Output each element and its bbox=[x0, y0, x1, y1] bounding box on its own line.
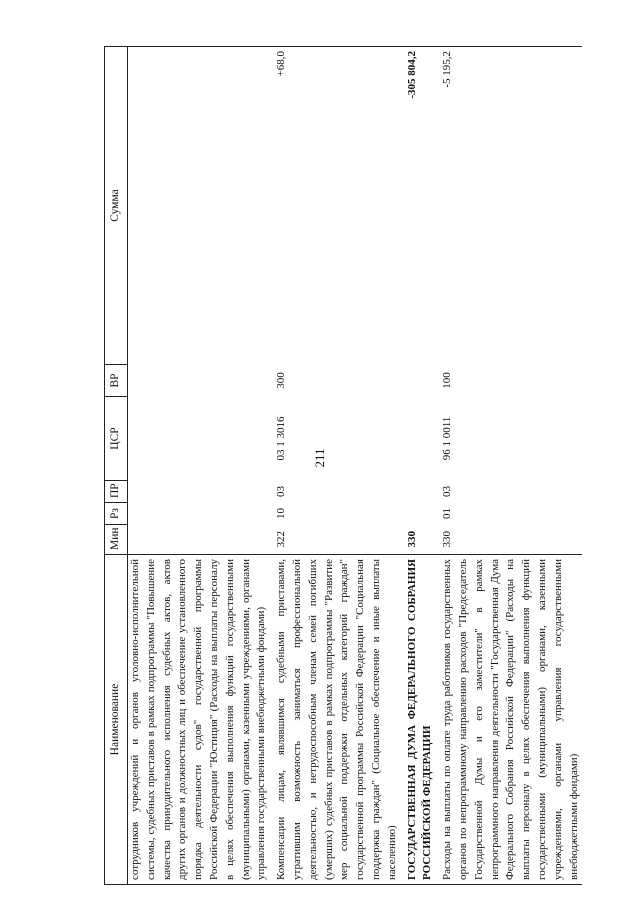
header-pr: ПР bbox=[105, 481, 128, 503]
row-sum: -305 804,2 bbox=[405, 47, 437, 365]
row-pr: 03 bbox=[441, 486, 454, 497]
row-sum: -5 195,2 bbox=[440, 47, 582, 365]
header-sum: Сумма bbox=[105, 47, 128, 365]
row-rz bbox=[128, 503, 271, 525]
row-name: сотрудников учреждений и органов уголовно-исполнительной системы, судебных приставов в рамках подпрограммы "Повышение качества принудительного исполнения судебных актов, актов других органов и должностных лиц и обеспечение установленного порядка деятельности судов" государственной программы Российской Федерации "Юстиция" (Расходы на выплаты персоналу в целях обеспечения выполнения функций государственными (муниципальными) органами, казенными учреждениями, органами управления государственными внебюджетными фондами) bbox=[128, 555, 271, 885]
row-rz: 01 bbox=[441, 508, 454, 519]
row-pr: 03 bbox=[275, 486, 288, 497]
row-rz bbox=[405, 503, 437, 525]
row-csr bbox=[128, 397, 271, 481]
rotated-page-content bbox=[104, 45, 634, 885]
row-pr bbox=[128, 481, 271, 503]
header-name: Наименование bbox=[105, 555, 128, 885]
header-rz: Рз bbox=[105, 503, 128, 525]
page-number: 211 bbox=[312, 448, 327, 468]
row-vr: 100 bbox=[441, 372, 454, 389]
row-sum bbox=[128, 47, 271, 365]
row-name: Компенсации лицам, являвшимся судебными приставами, утратившим возможность заниматься профессиональной деятельностью, и нетрудоспособным членам семей погибших (умерших) судебных приставов в рамках подпрограммы "Развитие мер социальной поддержки отдельных категорий граждан" государственной программы Российской Федерации "Социальная поддержка граждан" (Социальное обеспечение и иные выплаты населению) bbox=[274, 555, 400, 885]
header-min: Мин bbox=[105, 525, 128, 555]
row-csr: 96 1 0011 bbox=[441, 416, 454, 461]
table-row bbox=[128, 47, 271, 885]
table-row bbox=[405, 47, 437, 885]
row-min: 330 bbox=[441, 531, 454, 548]
row-csr bbox=[405, 397, 437, 481]
row-vr bbox=[405, 365, 437, 397]
row-rz: 10 bbox=[275, 508, 288, 519]
header-vr: ВР bbox=[105, 365, 128, 397]
row-min: 330 bbox=[405, 531, 418, 548]
row-sum: +68,0 bbox=[274, 47, 400, 365]
row-name: ГОСУДАРСТВЕННАЯ ДУМА ФЕДЕРАЛЬНОГО СОБРАНИЯ РОССИЙСКОЙ ФЕДЕРАЦИИ bbox=[405, 555, 437, 885]
table-row bbox=[440, 47, 582, 885]
row-csr: 03 1 3016 bbox=[275, 416, 288, 461]
row-vr bbox=[128, 365, 271, 397]
row-pr bbox=[405, 481, 437, 503]
row-min bbox=[128, 525, 271, 555]
row-vr: 300 bbox=[275, 372, 288, 389]
budget-table bbox=[104, 46, 582, 885]
table-row bbox=[274, 47, 400, 885]
table-header-row bbox=[105, 47, 128, 885]
row-min: 322 bbox=[275, 531, 288, 548]
header-csr: ЦСР bbox=[105, 397, 128, 481]
row-name: Расходы на выплаты по оплате труда работников государственных органов по непрограммному направлению расходов "Председатель Государственной Думы и его заместители" в рамках непрограммного направления деятельности "Государственная Дума Федерального Собрания Российской Федерации" (Расходы на выплаты персоналу в целях обеспечения выполнения функций государственными (муниципальными) органами, казенными учреждениями, органами управления государственными внебюджетными фондами) bbox=[440, 555, 582, 885]
